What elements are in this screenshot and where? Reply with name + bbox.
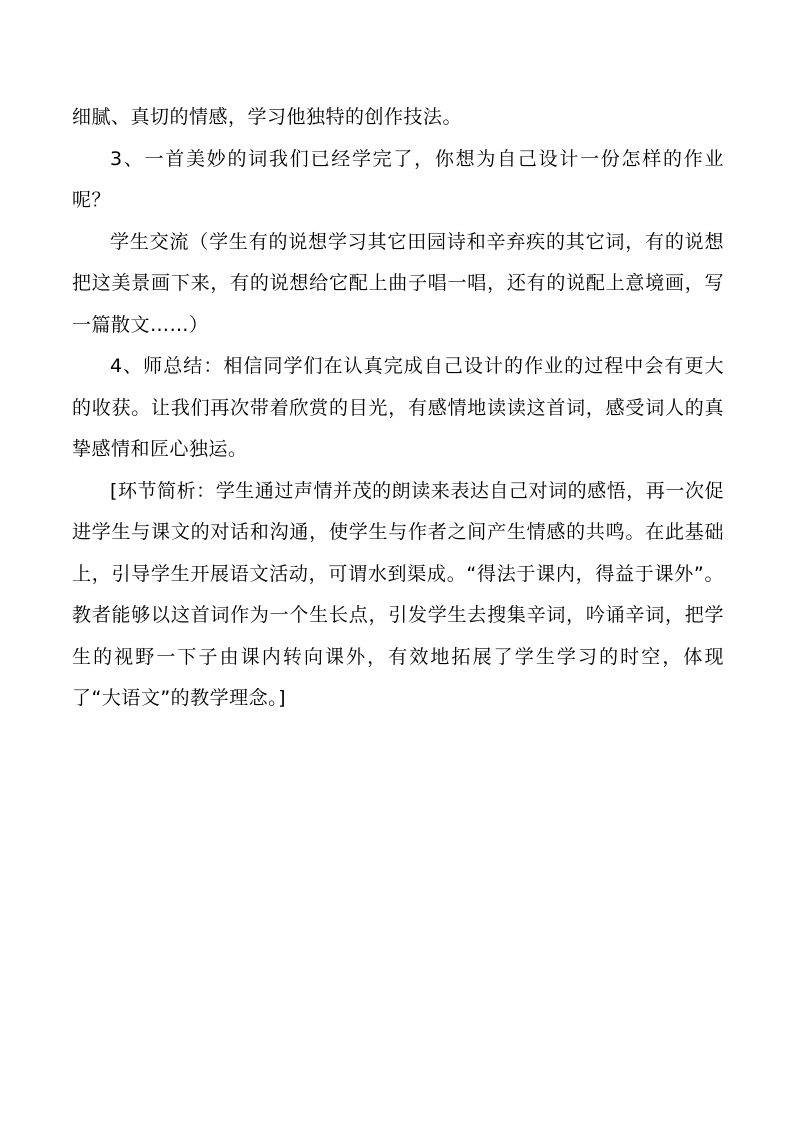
paragraph-question-3: 3、一首美妙的词我们已经学完了，你想为自己设计一份怎样的作业呢？ xyxy=(72,147,724,211)
paragraph-teacher-summary: 4、师总结：相信同学们在认真完成自己设计的作业的过程中会有更大的收获。让我们再次带着欣赏的目光，有感情地读读这首词，感受词人的真挚感情和匠心独运。 xyxy=(72,355,724,460)
paragraph-continuation: 细腻、真切的情感，学习他独特的创作技法。 xyxy=(72,106,463,128)
document-page xyxy=(72,97,724,720)
paragraph-analysis: [环节简析：学生通过声情并茂的朗读来表达自己对词的感悟，再一次促进学生与课文的对话和沟通，使学生与作者之间产生情感的共鸣。在此基础上，引导学生开展语文活动，可谓水到渠成。“得法于课内，得益于课外”。教者能够以这首词作为一个生长点，引发学生去搜集辛词，吟诵辛词，把学生的视野一下子由课内转向课外，有效地拓展了学生学习的时空，体现了“大语文”的教学理念。] xyxy=(72,479,724,709)
paragraph-student-exchange: 学生交流（学生有的说想学习其它田园诗和辛弃疾的其它词，有的说想把这美景画下来，有的说想给它配上曲子唱一唱，还有的说配上意境画，写一篇散文……） xyxy=(72,230,724,336)
